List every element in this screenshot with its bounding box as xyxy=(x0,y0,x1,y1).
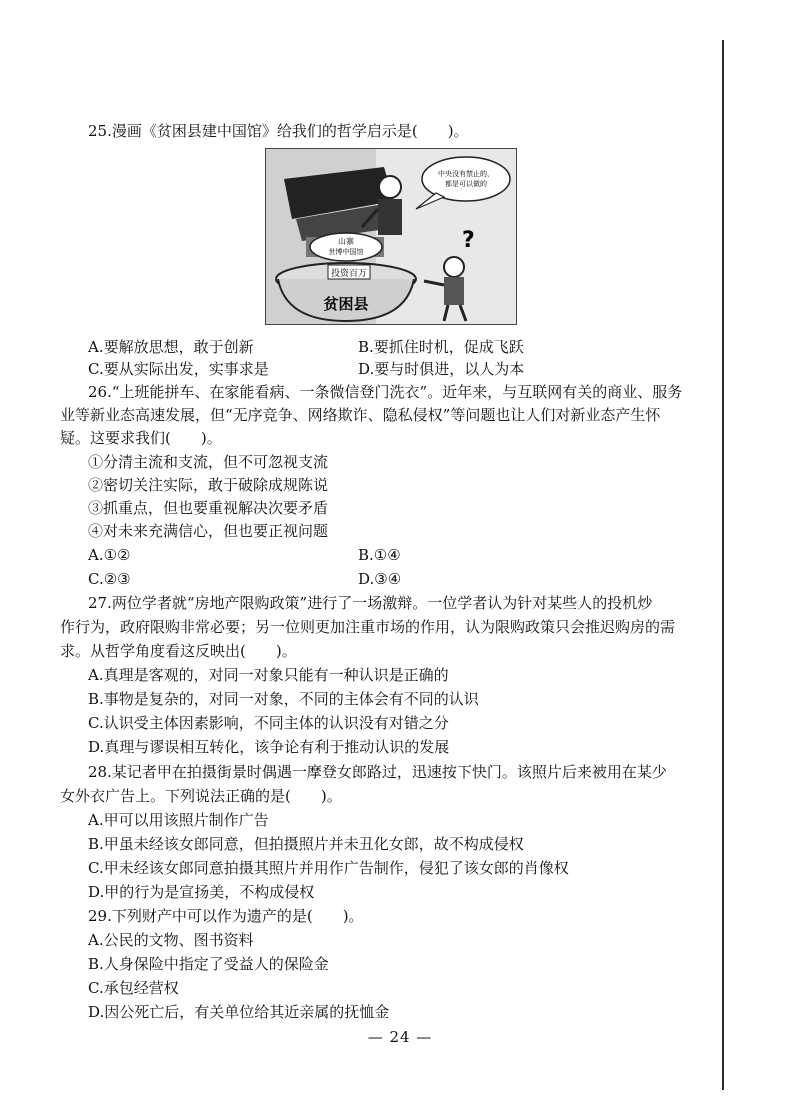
cartoon-question-marks: ? xyxy=(462,228,475,253)
q27-stem-line-2: 作行为，政府限购非常必要；另一位则更加注重市场的作用，认为限购政策只会推迟购房的需 xyxy=(60,618,676,636)
cartoon-bubble-line-2: 都是可以做的 xyxy=(445,180,487,188)
q29-option-c: C.承包经营权 xyxy=(88,979,179,997)
q26-option-a: A.①② xyxy=(88,546,131,564)
q28-stem-line-2: 女外衣广告上。下列说法正确的是( )。 xyxy=(60,787,342,805)
q26-stem-line-2: 业等新业态高速发展，但“无序竞争、网络欺诈、隐私侵权”等问题也让人们对新业态产生怀 xyxy=(60,406,661,424)
q26-item-2: ②密切关注实际，敢于破除成规陈说 xyxy=(88,476,329,494)
cartoon-bubble-line-1: 中央没有禁止的， xyxy=(438,170,494,178)
q25-stem: 25.漫画《贫困县建中国馆》给我们的哲学启示是( )。 xyxy=(88,122,469,140)
cartoon-building-label-2: 世博中国馆 xyxy=(328,248,364,256)
q26-option-c: C.②③ xyxy=(88,570,131,588)
q28-option-a: A.甲可以用该照片制作广告 xyxy=(88,811,269,829)
q26-option-d: D.③④ xyxy=(358,570,402,588)
q28-option-c: C.甲未经该女郎同意拍摄其照片并用作广告制作，侵犯了该女郎的肖像权 xyxy=(88,859,569,877)
q26-item-4: ④对未来充满信心，但也要正视问题 xyxy=(88,522,329,540)
q25-option-b: B.要抓住时机，促成飞跃 xyxy=(358,338,524,356)
q27-option-c: C.认识受主体因素影响，不同主体的认识没有对错之分 xyxy=(88,714,449,732)
q28-option-d: D.甲的行为是宣扬美，不构成侵权 xyxy=(88,883,315,901)
page-number: — 24 — xyxy=(367,1028,433,1046)
q29-stem: 29.下列财产中可以作为遗产的是( )。 xyxy=(88,907,364,925)
q25-cartoon xyxy=(265,148,517,325)
q27-stem-line-3: 求。从哲学角度看这反映出( )。 xyxy=(60,642,297,660)
right-margin-line xyxy=(722,40,724,1090)
q29-option-b: B.人身保险中指定了受益人的保险金 xyxy=(88,955,329,973)
q26-stem-line-3: 疑。这要求我们( )。 xyxy=(60,429,222,447)
q26-stem-line-1: 26.“上班能拼车、在家能看病、一条微信登门洗衣”。近年来，与互联网有关的商业、服务 xyxy=(88,383,683,401)
q28-stem-line-1: 28.某记者甲在拍摄街景时偶遇一摩登女郎路过，迅速按下快门。该照片后来被用在某少 xyxy=(88,763,667,781)
q29-option-a: A.公民的文物、图书资料 xyxy=(88,931,254,949)
cartoon-invest-label: 投资百万 xyxy=(330,269,368,279)
q26-item-3: ③抓重点，但也要重视解决次要矛盾 xyxy=(88,499,329,517)
q27-stem-line-1: 27.两位学者就“房地产限购政策”进行了一场激辩。一位学者认为针对某些人的投机炒 xyxy=(88,594,653,612)
cartoon-illustration xyxy=(266,149,516,324)
q26-option-b: B.①④ xyxy=(358,546,401,564)
q25-option-c: C.要从实际出发，实事求是 xyxy=(88,360,269,378)
q26-item-1: ①分清主流和支流，但不可忽视支流 xyxy=(88,453,329,471)
q27-option-a: A.真理是客观的，对同一对象只能有一种认识是正确的 xyxy=(88,666,449,684)
q27-option-b: B.事物是复杂的，对同一对象，不同的主体会有不同的认识 xyxy=(88,690,479,708)
cartoon-building-label-1: 山寨 xyxy=(338,237,354,246)
q25-option-a: A.要解放思想，敢于创新 xyxy=(88,338,254,356)
q29-option-d: D.因公死亡后，有关单位给其近亲属的抚恤金 xyxy=(88,1003,390,1021)
cartoon-bowl-label: 贫困县 xyxy=(323,295,369,313)
q25-option-d: D.要与时俱进，以人为本 xyxy=(358,360,525,378)
q28-option-b: B.甲虽未经该女郎同意，但拍摄照片并未丑化女郎，故不构成侵权 xyxy=(88,835,524,853)
q27-option-d: D.真理与谬误相互转化，该争论有利于推动认识的发展 xyxy=(88,738,450,756)
